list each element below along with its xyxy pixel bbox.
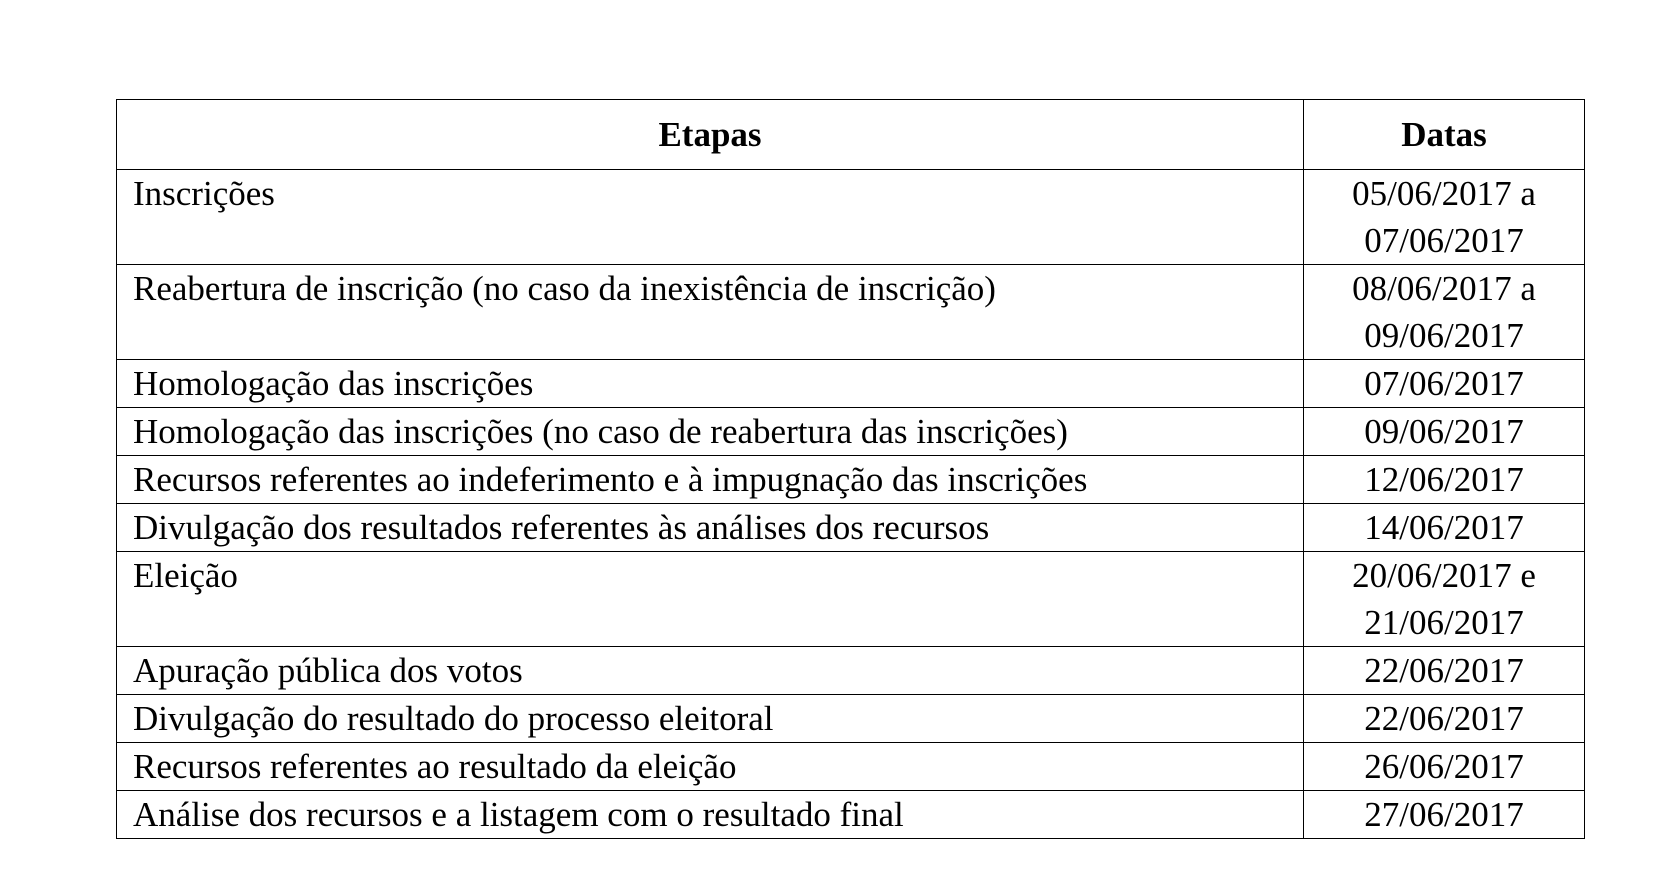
stage-cell: Homologação das inscrições (no caso de reabertura das inscrições): [117, 408, 1304, 456]
stage-cell: Inscrições: [117, 170, 1304, 265]
table-row: [117, 743, 1585, 791]
table-row: [117, 456, 1585, 504]
date-line: 26/06/2017: [1364, 747, 1524, 786]
header-row: [117, 100, 1585, 170]
date-line: 09/06/2017: [1364, 316, 1524, 355]
table-header: [117, 100, 1585, 170]
date-cell: [1304, 360, 1585, 408]
date-line: 22/06/2017: [1364, 651, 1524, 690]
stage-cell: Recursos referentes ao resultado da eleição: [117, 743, 1304, 791]
date-line: 05/06/2017 a: [1352, 174, 1536, 213]
table-row: [117, 265, 1585, 360]
table-row: [117, 552, 1585, 647]
date-line: 09/06/2017: [1364, 412, 1524, 451]
stage-cell: Apuração pública dos votos: [117, 647, 1304, 695]
date-line: 07/06/2017: [1364, 364, 1524, 403]
stage-cell: Homologação das inscrições: [117, 360, 1304, 408]
date-cell: [1304, 456, 1585, 504]
date-line: 08/06/2017 a: [1352, 269, 1536, 308]
header-dates: Datas: [1304, 100, 1585, 170]
date-cell: [1304, 504, 1585, 552]
table-row: [117, 504, 1585, 552]
table-row: [117, 695, 1585, 743]
date-line: 14/06/2017: [1364, 508, 1524, 547]
header-stages: Etapas: [117, 100, 1304, 170]
table-row: [117, 791, 1585, 839]
table-row: [117, 360, 1585, 408]
table-row: [117, 170, 1585, 265]
date-cell: [1304, 647, 1585, 695]
date-cell: [1304, 265, 1585, 360]
date-line: 21/06/2017: [1364, 603, 1524, 642]
date-cell: [1304, 695, 1585, 743]
date-cell: [1304, 743, 1585, 791]
stage-cell: Divulgação dos resultados referentes às análises dos recursos: [117, 504, 1304, 552]
date-cell: [1304, 791, 1585, 839]
date-cell: [1304, 552, 1585, 647]
date-line: 20/06/2017 e: [1352, 556, 1536, 595]
date-line: 27/06/2017: [1364, 795, 1524, 834]
date-cell: [1304, 408, 1585, 456]
table-body: [117, 170, 1585, 839]
cropped-heading-fragment: [0, 0, 1674, 12]
stage-cell: Recursos referentes ao indeferimento e à impugnação das inscrições: [117, 456, 1304, 504]
stage-cell: Reabertura de inscrição (no caso da inexistência de inscrição): [117, 265, 1304, 360]
stage-cell: Divulgação do resultado do processo eleitoral: [117, 695, 1304, 743]
date-line: 22/06/2017: [1364, 699, 1524, 738]
table-row: [117, 408, 1585, 456]
date-line: 12/06/2017: [1364, 460, 1524, 499]
date-line: 07/06/2017: [1364, 221, 1524, 260]
date-cell: [1304, 170, 1585, 265]
election-schedule-table: [116, 99, 1585, 839]
table-row: [117, 647, 1585, 695]
stage-cell: Eleição: [117, 552, 1304, 647]
stage-cell: Análise dos recursos e a listagem com o resultado final: [117, 791, 1304, 839]
